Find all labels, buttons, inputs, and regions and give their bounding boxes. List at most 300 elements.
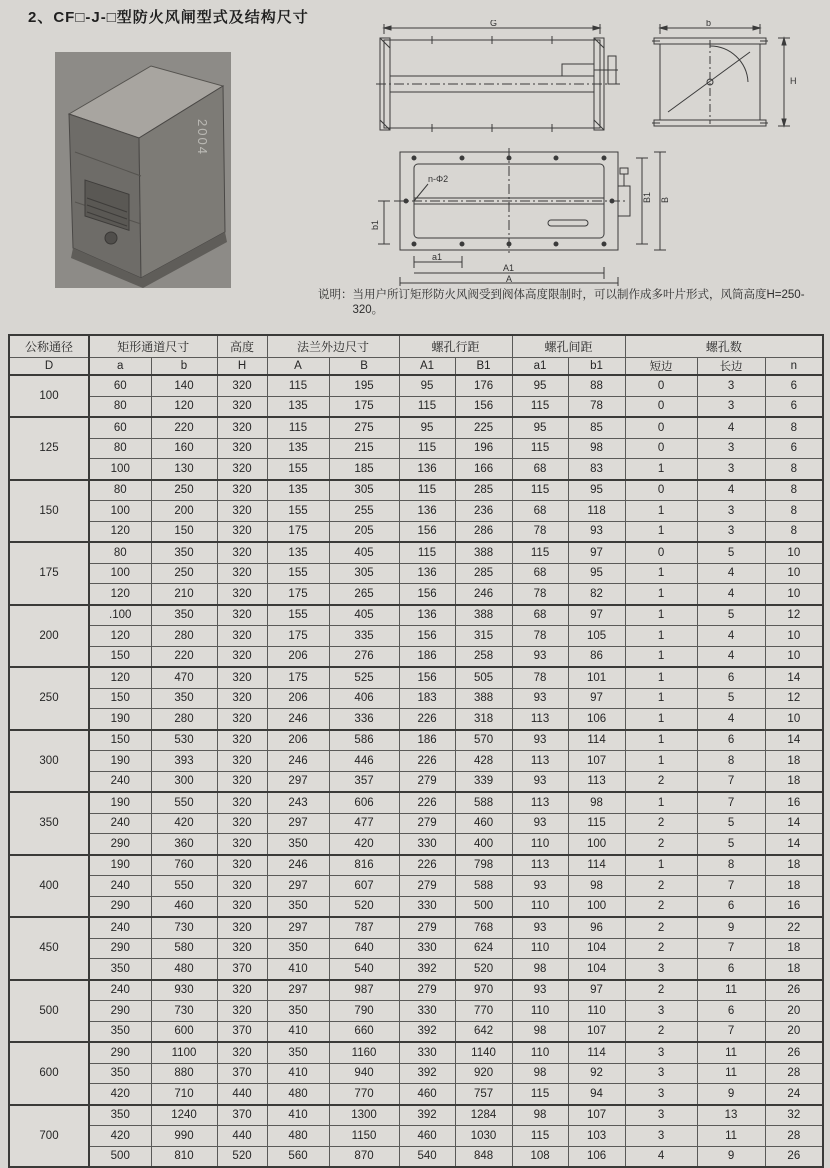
cell-value: 757 (455, 1084, 512, 1105)
table-row (9, 980, 823, 1001)
cell-value: 392 (399, 1021, 455, 1042)
cell-value: 150 (89, 688, 151, 709)
cell-value: 205 (329, 521, 399, 542)
cell-value: 185 (329, 459, 399, 480)
cell-value: 120 (89, 667, 151, 688)
cell-value: 94 (568, 1084, 625, 1105)
cell-value: 3 (697, 375, 765, 396)
cell-value: 320 (217, 709, 267, 730)
cell-value: 114 (568, 855, 625, 876)
cell-value: 1 (625, 855, 697, 876)
cell-value: 88 (568, 375, 625, 396)
cell-value: 570 (455, 730, 512, 751)
cell-value: 16 (765, 896, 823, 917)
cell-value: 540 (329, 959, 399, 980)
spec-table (8, 334, 824, 1168)
cell-value: 10 (765, 584, 823, 605)
cell-value: 110 (568, 1001, 625, 1022)
header-height: 高度 (217, 335, 267, 358)
table-row (9, 375, 823, 396)
cell-value: 330 (399, 896, 455, 917)
cell-value: 220 (151, 417, 217, 438)
cell-value: 78 (512, 584, 568, 605)
cell-value: 280 (151, 626, 217, 647)
cell-value: 350 (151, 605, 217, 626)
cell-value: 1 (625, 459, 697, 480)
cell-value: 930 (151, 980, 217, 1001)
cell-value: 4 (697, 709, 765, 730)
table-row (9, 1146, 823, 1167)
cell-value: 6 (697, 959, 765, 980)
cell-value: 350 (89, 959, 151, 980)
product-photo-art (55, 52, 231, 288)
cell-value: 320 (217, 584, 267, 605)
cell-value: 175 (267, 521, 329, 542)
cell-value: 6 (765, 396, 823, 417)
cell-value: 85 (568, 417, 625, 438)
side-view-drawing (372, 20, 624, 147)
cell-value: 0 (625, 396, 697, 417)
cell-value: 115 (399, 396, 455, 417)
cell-value: 1160 (329, 1042, 399, 1063)
cell-value: 305 (329, 563, 399, 584)
cell-value: 226 (399, 751, 455, 772)
cell-value: 80 (89, 396, 151, 417)
cell-value: 940 (329, 1063, 399, 1084)
cell-value: 1 (625, 792, 697, 813)
cell-nominal-diameter: 700 (9, 1105, 89, 1168)
cell-value: 97 (568, 542, 625, 563)
cell-value: 870 (329, 1146, 399, 1167)
cell-value: 93 (512, 980, 568, 1001)
cell-value: 113 (512, 751, 568, 772)
cell-value: 320 (217, 396, 267, 417)
cell-value: 115 (512, 396, 568, 417)
cell-value: 105 (568, 626, 625, 647)
header-short-side: 短边 (625, 358, 697, 376)
cell-value: 350 (267, 834, 329, 855)
cell-value: 156 (399, 626, 455, 647)
cell-value: 393 (151, 751, 217, 772)
cell-value: 320 (217, 980, 267, 1001)
cell-value: 4 (697, 563, 765, 584)
table-row (9, 688, 823, 709)
cell-value: 970 (455, 980, 512, 1001)
cell-value: 420 (89, 1084, 151, 1105)
cell-value: 4 (697, 626, 765, 647)
note-text: 当用户所订矩形防火风阀受到阀体高度限制时，可以制作成多叶片形式，风筒高度H=250-320。 (352, 289, 805, 316)
table-row (9, 542, 823, 563)
cell-value: 78 (568, 396, 625, 417)
cell-value: 848 (455, 1146, 512, 1167)
cell-value: 93 (512, 813, 568, 834)
cell-value: 120 (89, 626, 151, 647)
cell-value: 258 (455, 646, 512, 667)
cell-value: 186 (399, 730, 455, 751)
cell-value: 100 (89, 501, 151, 522)
cell-value: 318 (455, 709, 512, 730)
table-row (9, 813, 823, 834)
cell-value: 140 (151, 375, 217, 396)
cell-value: 5 (697, 813, 765, 834)
cell-value: 285 (455, 480, 512, 501)
cell-value: 135 (267, 438, 329, 459)
cell-value: 320 (217, 855, 267, 876)
cell-value: 225 (455, 417, 512, 438)
cell-value: 130 (151, 459, 217, 480)
cell-value: 588 (455, 876, 512, 897)
cell-value: 370 (217, 1063, 267, 1084)
cell-value: 136 (399, 459, 455, 480)
cell-value: 100 (568, 896, 625, 917)
cell-value: 3 (625, 1105, 697, 1126)
cell-value: 32 (765, 1105, 823, 1126)
cell-value: 18 (765, 959, 823, 980)
cell-value: 710 (151, 1084, 217, 1105)
cell-value: 60 (89, 375, 151, 396)
cell-value: 5 (697, 542, 765, 563)
cell-value: 8 (765, 459, 823, 480)
cell-value: 18 (765, 771, 823, 792)
cell-value: 243 (267, 792, 329, 813)
cell-value: 392 (399, 1063, 455, 1084)
cell-value: 155 (267, 563, 329, 584)
cell-value: 480 (267, 1126, 329, 1147)
cell-value: 220 (151, 646, 217, 667)
cell-value: 339 (455, 771, 512, 792)
cell-value: 330 (399, 938, 455, 959)
cell-value: 18 (765, 855, 823, 876)
cell-value: 1284 (455, 1105, 512, 1126)
cell-value: 113 (512, 855, 568, 876)
cell-value: 300 (151, 771, 217, 792)
cell-value: 1 (625, 626, 697, 647)
cell-value: 350 (151, 688, 217, 709)
cell-value: 190 (89, 751, 151, 772)
cell-value: 505 (455, 667, 512, 688)
table-row (9, 709, 823, 730)
cell-value: 14 (765, 813, 823, 834)
cell-value: 2 (625, 980, 697, 1001)
cell-value: 428 (455, 751, 512, 772)
cell-value: 2 (625, 1021, 697, 1042)
cell-value: 1 (625, 563, 697, 584)
cell-value: 5 (697, 688, 765, 709)
cell-nominal-diameter: 150 (9, 480, 89, 543)
cell-value: 1 (625, 688, 697, 709)
cell-value: 987 (329, 980, 399, 1001)
table-row (9, 959, 823, 980)
cell-value: 0 (625, 542, 697, 563)
header-flange-size: 法兰外边尺寸 (267, 335, 399, 358)
cell-value: 420 (89, 1126, 151, 1147)
cell-value: 7 (697, 1021, 765, 1042)
cell-value: 770 (329, 1084, 399, 1105)
cell-value: 1100 (151, 1042, 217, 1063)
cell-nominal-diameter: 500 (9, 980, 89, 1043)
cell-value: 297 (267, 771, 329, 792)
cell-value: 114 (568, 1042, 625, 1063)
cell-value: 7 (697, 938, 765, 959)
cell-value: 297 (267, 876, 329, 897)
cell-value: 255 (329, 501, 399, 522)
cell-value: 110 (512, 938, 568, 959)
cell-value: 97 (568, 688, 625, 709)
cell-nominal-diameter: 450 (9, 917, 89, 980)
cell-value: 10 (765, 646, 823, 667)
cell-value: 120 (151, 396, 217, 417)
cell-value: 320 (217, 542, 267, 563)
cell-value: 107 (568, 1105, 625, 1126)
cell-value: 350 (89, 1063, 151, 1084)
photo-watermark: 2004 (195, 119, 211, 156)
dim-label-a1: a1 (432, 252, 443, 262)
cell-value: 175 (267, 667, 329, 688)
cell-value: 2 (625, 917, 697, 938)
front-view-drawing (370, 146, 670, 291)
table-row (9, 855, 823, 876)
cell-value: 580 (151, 938, 217, 959)
table-row (9, 730, 823, 751)
cell-value: 660 (329, 1021, 399, 1042)
table-row (9, 938, 823, 959)
cell-value: 320 (217, 1042, 267, 1063)
cell-value: 1 (625, 605, 697, 626)
cell-value: 320 (217, 771, 267, 792)
cell-value: 440 (217, 1084, 267, 1105)
cell-value: 0 (625, 417, 697, 438)
cell-value: 2 (625, 813, 697, 834)
cell-value: 588 (455, 792, 512, 813)
cell-value: 410 (267, 959, 329, 980)
cell-value: 176 (455, 375, 512, 396)
cell-value: 150 (151, 521, 217, 542)
cell-value: 98 (568, 876, 625, 897)
cell-value: 360 (151, 834, 217, 855)
cell-value: 3 (625, 1084, 697, 1105)
cell-value: 279 (399, 813, 455, 834)
dim-label-A1: A1 (503, 263, 515, 273)
cell-value: 115 (512, 480, 568, 501)
cell-value: 297 (267, 980, 329, 1001)
cell-value: 320 (217, 417, 267, 438)
cell-value: 11 (697, 1126, 765, 1147)
cell-value: 320 (217, 459, 267, 480)
cell-value: 226 (399, 709, 455, 730)
cell-value: 196 (455, 438, 512, 459)
cell-nominal-diameter: 300 (9, 730, 89, 793)
cell-value: 520 (217, 1146, 267, 1167)
header-A: A (267, 358, 329, 376)
cell-nominal-diameter: 100 (9, 375, 89, 417)
cell-value: 6 (697, 730, 765, 751)
cell-value: 420 (329, 834, 399, 855)
page-title: 2、CF□-J-□型防火风闸型式及结构尺寸 (28, 9, 309, 26)
cell-value: 115 (399, 542, 455, 563)
cell-value: 770 (455, 1001, 512, 1022)
cell-value: 405 (329, 605, 399, 626)
cell-value: 305 (329, 480, 399, 501)
cell-value: 215 (329, 438, 399, 459)
note (318, 288, 823, 318)
cell-value: 320 (217, 667, 267, 688)
cell-value: 100 (89, 563, 151, 584)
table-row (9, 521, 823, 542)
cell-value: 290 (89, 938, 151, 959)
cell-value: 246 (267, 751, 329, 772)
cell-value: 156 (399, 584, 455, 605)
cell-value: 990 (151, 1126, 217, 1147)
dim-label-B: B (660, 196, 670, 203)
cell-value: 1 (625, 709, 697, 730)
cell-value: 150 (89, 730, 151, 751)
cell-value: 477 (329, 813, 399, 834)
cell-value: 93 (568, 521, 625, 542)
cell-value: 10 (765, 626, 823, 647)
cell-value: 1 (625, 501, 697, 522)
cell-value: 93 (512, 876, 568, 897)
cell-value: 3 (625, 1063, 697, 1084)
cell-value: 320 (217, 938, 267, 959)
cell-value: 2 (625, 896, 697, 917)
cell-value: 787 (329, 917, 399, 938)
cell-value: 95 (512, 375, 568, 396)
cell-value: 10 (765, 542, 823, 563)
cell-value: 9 (697, 1146, 765, 1167)
table-row (9, 771, 823, 792)
cell-value: 18 (765, 876, 823, 897)
cell-value: 10 (765, 709, 823, 730)
cell-value: 18 (765, 938, 823, 959)
cell-value: 115 (267, 417, 329, 438)
cell-value: 12 (765, 688, 823, 709)
cell-value: 250 (151, 480, 217, 501)
cell-value: 320 (217, 896, 267, 917)
cell-value: 320 (217, 688, 267, 709)
cell-value: 286 (455, 521, 512, 542)
cell-value: 78 (512, 626, 568, 647)
cell-value: 320 (217, 626, 267, 647)
table-row (9, 834, 823, 855)
cell-value: 104 (568, 959, 625, 980)
cell-value: 98 (512, 1063, 568, 1084)
cell-value: 4 (697, 480, 765, 501)
header-duct-size: 矩形通道尺寸 (89, 335, 217, 358)
cell-value: 28 (765, 1126, 823, 1147)
table-row (9, 605, 823, 626)
cell-value: 320 (217, 730, 267, 751)
cell-value: 410 (267, 1105, 329, 1126)
cell-value: 22 (765, 917, 823, 938)
cell-value: 226 (399, 792, 455, 813)
spec-table-body (9, 375, 823, 1167)
cell-value: 68 (512, 563, 568, 584)
cell-value: 186 (399, 646, 455, 667)
cell-value: 790 (329, 1001, 399, 1022)
cell-value: 226 (399, 855, 455, 876)
cell-value: 115 (267, 375, 329, 396)
cell-value: 768 (455, 917, 512, 938)
cell-value: 156 (455, 396, 512, 417)
table-row (9, 1001, 823, 1022)
header-D: D (9, 358, 89, 376)
cell-value: 11 (697, 980, 765, 1001)
cell-value: 480 (151, 959, 217, 980)
cell-value: 60 (89, 417, 151, 438)
cell-value: 113 (568, 771, 625, 792)
dim-label-g: G (490, 20, 498, 28)
cell-value: 3 (697, 396, 765, 417)
cell-value: 5 (697, 605, 765, 626)
cell-value: 1 (625, 646, 697, 667)
header-b: b (151, 358, 217, 376)
cell-value: 1 (625, 521, 697, 542)
cell-value: 2 (625, 876, 697, 897)
header-a1: a1 (512, 358, 568, 376)
table-row (9, 563, 823, 584)
cell-value: 8 (697, 855, 765, 876)
table-row (9, 646, 823, 667)
cell-value: 6 (765, 375, 823, 396)
cell-value: 115 (512, 542, 568, 563)
cell-value: 14 (765, 667, 823, 688)
cell-value: 388 (455, 688, 512, 709)
cell-value: 11 (697, 1042, 765, 1063)
cell-value: 280 (151, 709, 217, 730)
cell-value: 1140 (455, 1042, 512, 1063)
cell-value: 240 (89, 876, 151, 897)
cell-value: 3 (697, 501, 765, 522)
cell-value: 93 (512, 688, 568, 709)
cell-value: 350 (267, 1042, 329, 1063)
cell-value: 14 (765, 834, 823, 855)
cell-value: 446 (329, 751, 399, 772)
table-row (9, 626, 823, 647)
cell-value: 107 (568, 751, 625, 772)
cell-value: 1 (625, 667, 697, 688)
cell-value: 297 (267, 813, 329, 834)
cell-value: 400 (455, 834, 512, 855)
cell-value: 798 (455, 855, 512, 876)
dim-label-b: b (706, 20, 712, 28)
cell-value: 20 (765, 1001, 823, 1022)
table-row (9, 480, 823, 501)
cell-value: 195 (329, 375, 399, 396)
cell-value: 4 (697, 584, 765, 605)
cell-value: 7 (697, 792, 765, 813)
cell-value: 120 (89, 584, 151, 605)
cell-value: 336 (329, 709, 399, 730)
end-view-drawing (638, 20, 798, 147)
table-row (9, 1063, 823, 1084)
cell-value: 95 (399, 417, 455, 438)
cell-value: 95 (568, 563, 625, 584)
cell-value: 110 (512, 896, 568, 917)
cell-value: 320 (217, 1001, 267, 1022)
cell-value: 1 (625, 584, 697, 605)
hole-callout-label: n-Φ2 (428, 174, 449, 184)
header-hole-count: 螺孔数 (625, 335, 823, 358)
cell-value: 370 (217, 1105, 267, 1126)
table-row (9, 876, 823, 897)
cell-value: 100 (89, 459, 151, 480)
cell-value: 20 (765, 1021, 823, 1042)
cell-value: 920 (455, 1063, 512, 1084)
cell-value: 9 (697, 917, 765, 938)
cell-nominal-diameter: 400 (9, 855, 89, 918)
cell-value: 136 (399, 501, 455, 522)
cell-value: 150 (89, 646, 151, 667)
